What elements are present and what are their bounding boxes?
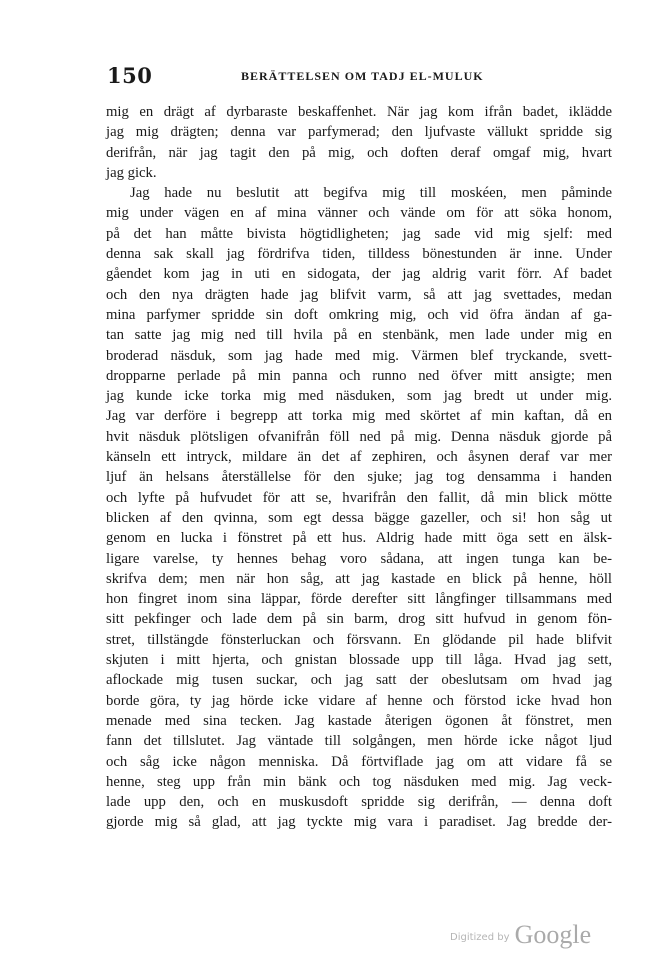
text-line: Jag var derföre i begrepp att torka mig med skörtet af min kaftan, då en xyxy=(106,408,612,425)
body-text xyxy=(106,102,612,833)
text-line: dropparne perlade på min panna och runno ned öfver mitt ansigte; men xyxy=(106,367,612,384)
text-line: ljuf än helsans återställelse för den sjuke; jag tog densamma i handen xyxy=(106,469,612,486)
text-line: mig under vägen en af mina vänner och vände om för att söka honom, xyxy=(106,205,612,222)
text-line: blicken af den qvinna, som egt dessa bägge gazeller, och si! hon såg ut xyxy=(106,509,612,526)
text-line: mig en drägt af dyrbaraste beskaffenhet. När jag kom ifrån badet, ikläddе xyxy=(106,104,612,120)
google-logo: Google xyxy=(514,920,592,949)
text-line: jag mig drägten; denna var parfymerad; den ljufvaste vällukt spridde sig xyxy=(106,124,612,141)
text-line: stret, tillstängde fönsterluckan och försvann. En glödande pil hade blifvit xyxy=(106,631,612,648)
text-line: genom en lucka i fönstret på ett hus. Aldrig hade mitt öga sett en älsk- xyxy=(106,530,612,547)
text-line: denna sak skall jag fördrifva tiden, tilldess bönestunden är inne. Under xyxy=(106,246,612,263)
text-line: gåendet kom jag in uti en sidogata, der jag aldrig varit förr. Af badet xyxy=(106,266,612,283)
page-header xyxy=(107,63,607,93)
text-line: gjorde mig så glad, att jag tyckte mig vara i paradiset. Jag bredde der- xyxy=(106,814,612,831)
text-line: ligare varelse, ty hennes behag voro sådana, att ingen tunga kan be- xyxy=(106,550,612,567)
text-line: aflockade mig tusen suckar, och jag satt der obeslutsam om hvad jag xyxy=(106,672,612,689)
text-line: känseln ett intryck, mildare än det af zephiren, och åsynen deraf var mer xyxy=(106,449,612,466)
text-line: derifrån, när jag tagit den på mig, och doften deraf omgaf mig, hvart xyxy=(106,144,612,161)
text-line: och den nya drägten hade jag blifvit varm, så att jag svettades, medan xyxy=(106,286,612,303)
running-title: BERÄTTELSEN OM TADJ EL-MULUK xyxy=(241,69,484,83)
text-line: fann det tillslutet. Jag väntade till solgången, men hörde icke något ljud xyxy=(106,733,612,750)
text-line: sitt pekfinger och lade dem på sin barm, drog sitt hufvud in genom fön- xyxy=(106,611,612,628)
text-line: broderad näsduk, som jag hade med mig. Värmen blef tryckande, svett- xyxy=(106,347,612,364)
text-line: på det han måtte bivista högtidligheten; jag sade vid mig sjelf: med xyxy=(106,225,612,242)
text-line: henne, steg upp från min bänk och tog näsduken med mig. Jag veck- xyxy=(106,773,612,790)
page-number: 150 xyxy=(107,63,153,88)
text-line: Jag hade nu beslutit att begifva mig till moskéen, men påminde xyxy=(130,185,612,202)
digitized-watermark xyxy=(450,920,591,950)
text-line: mina parfymer spridde sin doft omkring mig, och vid öfra ändan af ga- xyxy=(106,306,612,323)
text-line: menade med sina tecken. Jag kastade återigen ögonen åt fönstret, men xyxy=(106,712,612,729)
text-line: hon fingret inom sina läppar, förde derefter sitt långfinger tillsammans med xyxy=(106,591,612,608)
text-line: och såg icke någon menniska. Då förtviflade jag om att vidare få se xyxy=(106,753,612,770)
text-line: skjuten i mitt hjerta, och gnistan blossade upp till låga. Hvad jag sett, xyxy=(106,652,612,669)
text-line: och lyfte på hufvudet för att se, hvarifrån den fallit, då min blick mötte xyxy=(106,489,612,506)
text-line: hvit näsduk plötsligen ofvanifrån föll ned på mig. Denna näsduk gjorde på xyxy=(106,428,612,445)
text-line: jag gick. xyxy=(106,164,157,181)
text-line: jag kunde icke torka mig med näsduken, som jag bredt ut under mig. xyxy=(106,388,612,405)
text-line: tan satte jag mig ned till hvila på en stenbänk, men lade under mig en xyxy=(106,327,612,344)
watermark-prefix: Digitized by xyxy=(450,932,510,943)
text-line: borde göra, ty jag hörde icke vidare af henne och förstod icke hvad hon xyxy=(106,692,612,709)
text-line: skrifva dem; men när hon såg, att jag kastade en blick på henne, höll xyxy=(106,570,612,587)
text-line: lade upp den, och en muskusdoft spridde sig derifrån, — denna doft xyxy=(106,794,612,811)
